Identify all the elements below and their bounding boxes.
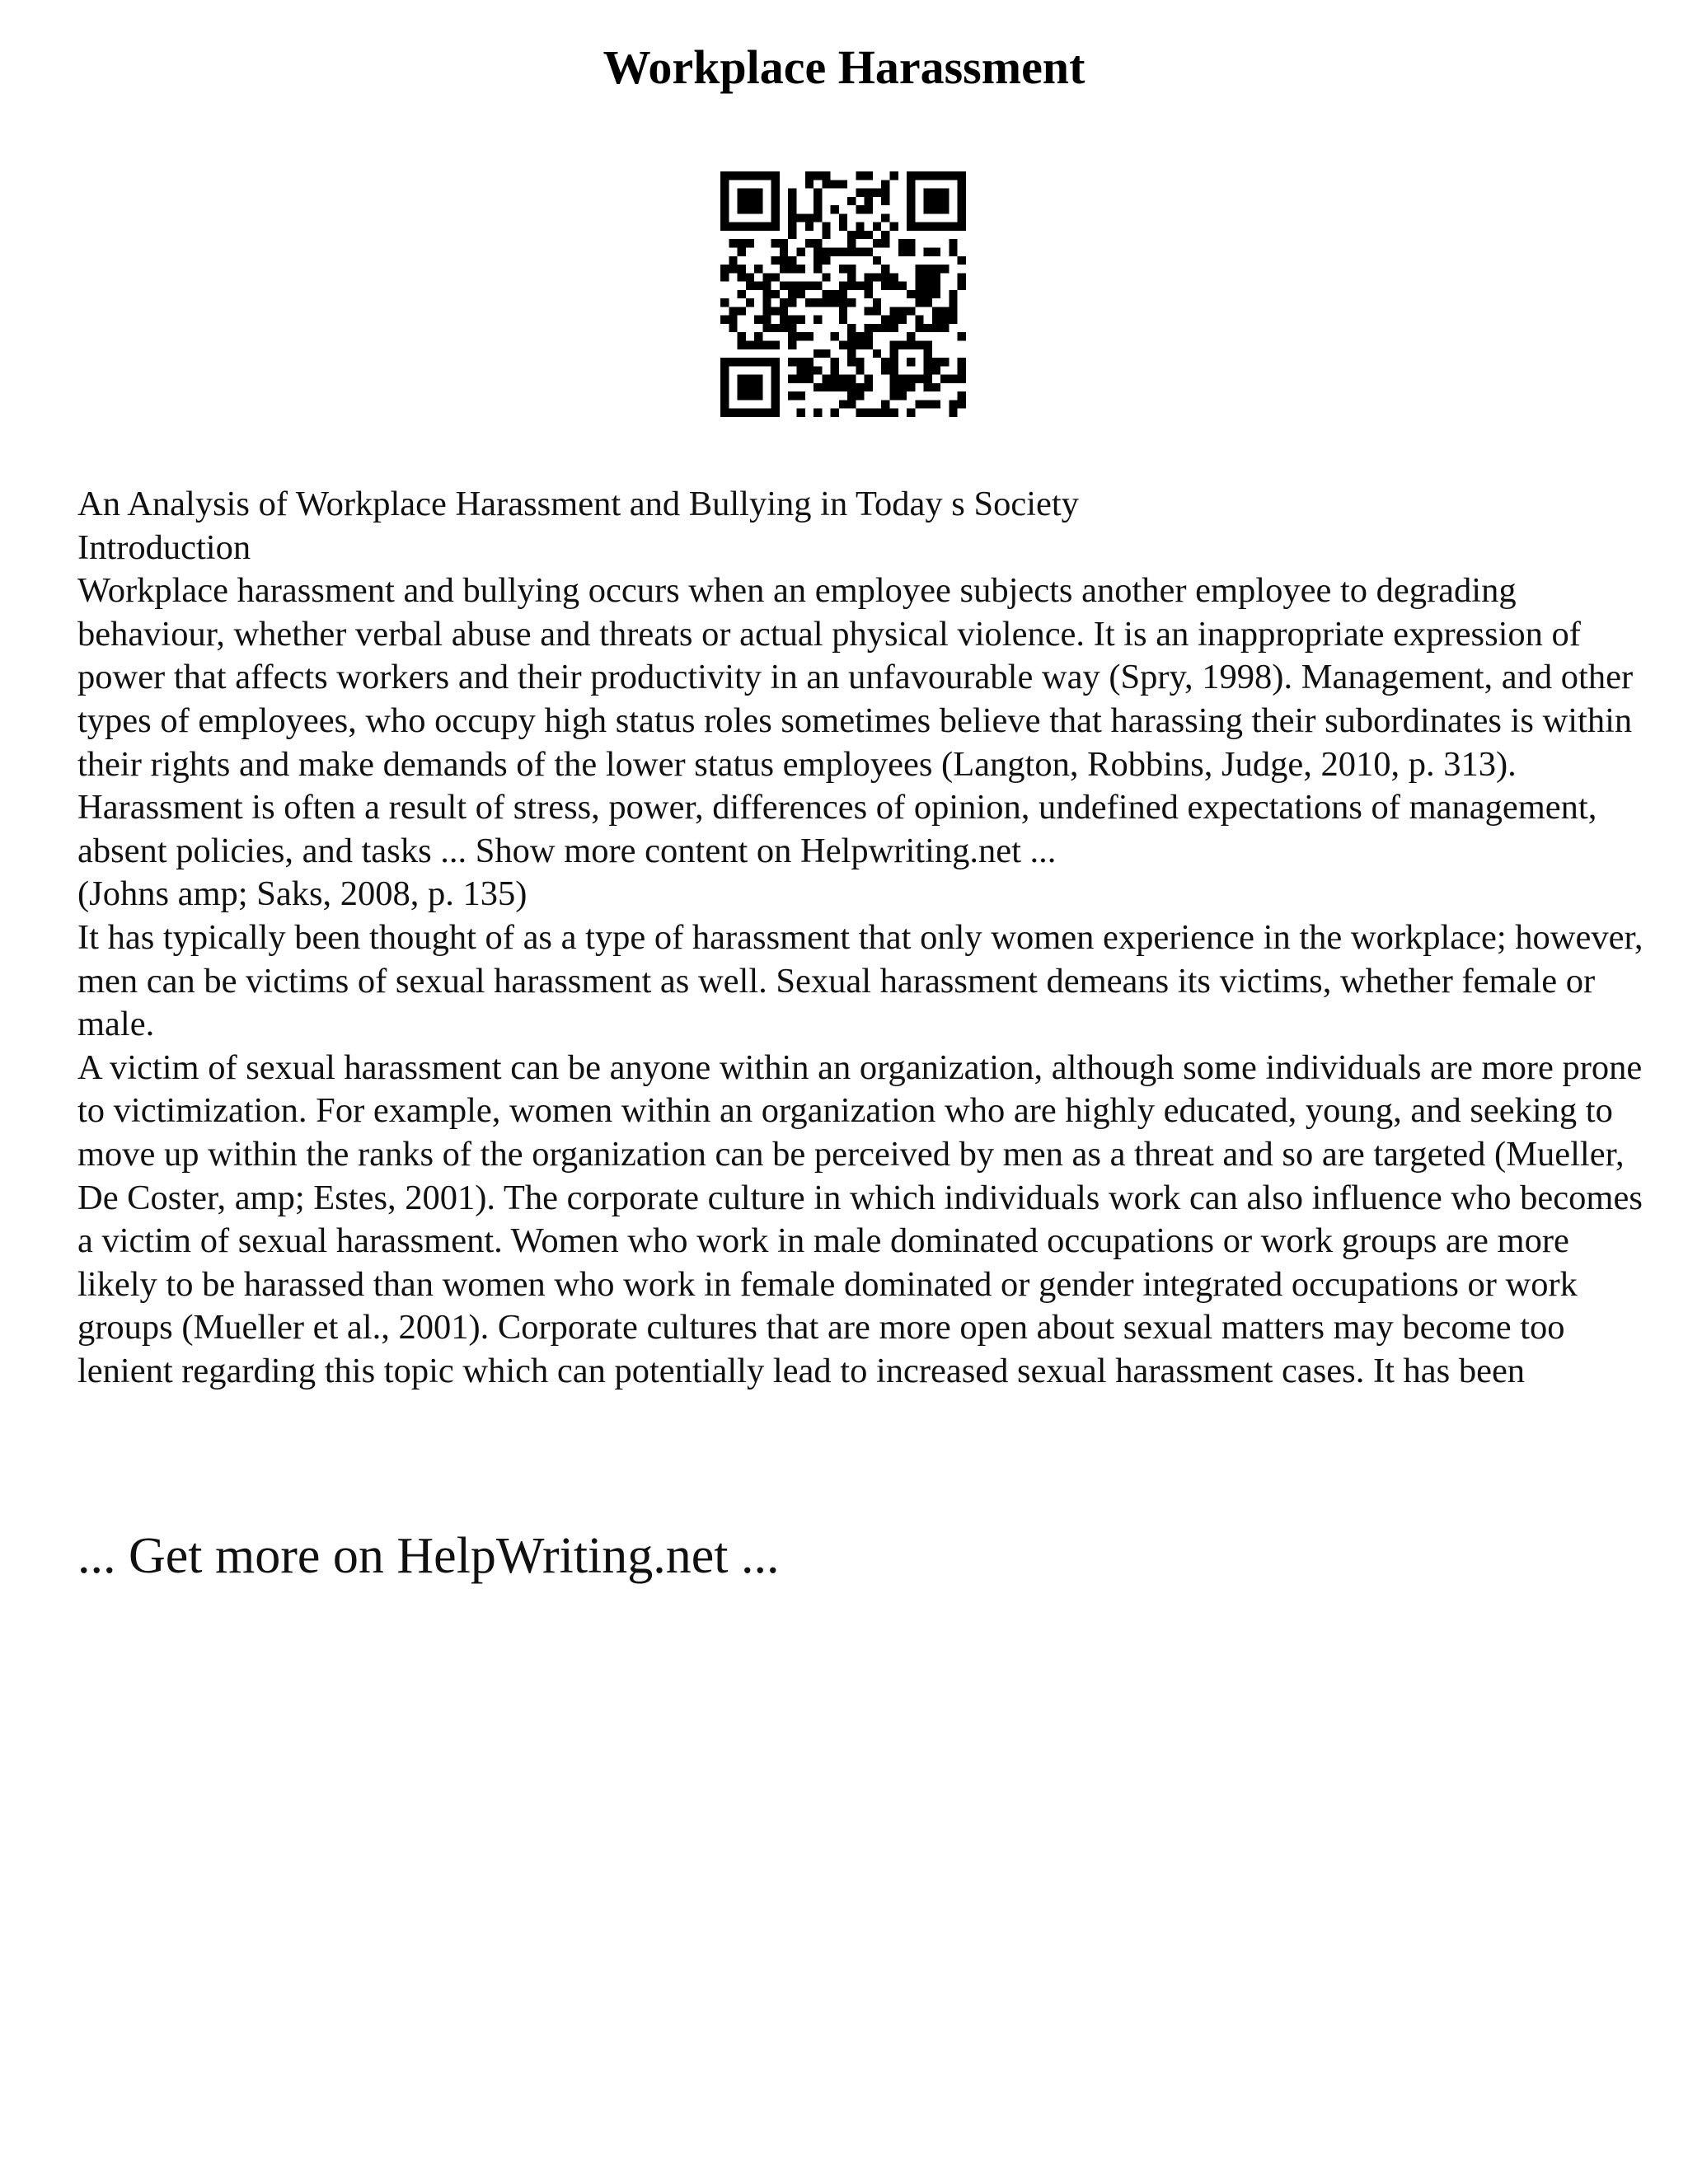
section-heading: Introduction (77, 527, 251, 567)
body-paragraph: A victim of sexual harassment can be anyone within an organization, although some individuals are more prone to victimization. For example, women within an organization who are highly educated, young, and seeking to move up within the ranks of the organization can be perceived by men as a threat and so are targeted (Mueller, De Coster, amp; Estes, 2001). The corporate culture in which individuals work can also influence who becomes a victim of sexual harassment. Women who work in male dominated occupations or work groups are more likely to be harassed than women who work in female dominated or gender integrated occupations or work groups (Mueller et al., 2001). Corporate cultures that are more open about sexual matters may become too lenient regarding this topic which can potentially lead to increased sexual harassment cases. It has been (77, 1047, 1643, 1390)
body-paragraph: It has typically been thought of as a type of harassment that only women experience in the workplace; however, men can be victims of sexual harassment as well. Sexual harassment demeans its victims, whether female or male. (77, 917, 1643, 1044)
document-title: Workplace Harassment (603, 40, 1085, 94)
document-subtitle: An Analysis of Workplace Harassment and Bullying in Today s Society (77, 485, 1079, 523)
get-more-link[interactable]: ... Get more on HelpWriting.net ... (77, 1528, 780, 1584)
document-body (77, 483, 1643, 1393)
body-paragraph: Harassment is often a result of stress, power, differences of opinion, undefined expectations of management, absent policies, and tasks ... Show more content on Helpwriting.net ... (77, 788, 1597, 870)
body-paragraph: Workplace harassment and bullying occurs when an employee subjects another employee to degrading behaviour, whether verbal abuse and threats or actual physical violence. It is an inappropriate expression of power that affects workers and their productivity in an unfavourable way (Spry, 1998). Management, and other types of employees, who occupy high status roles sometimes believe that harassing their subordinates is within their rights and make demands of the lower status employees (Langton, Robbins, Judge, 2010, p. 313). (77, 571, 1634, 784)
citation-paragraph: (Johns amp; Saks, 2008, p. 135) (77, 874, 528, 914)
qr-code-image (720, 171, 966, 417)
